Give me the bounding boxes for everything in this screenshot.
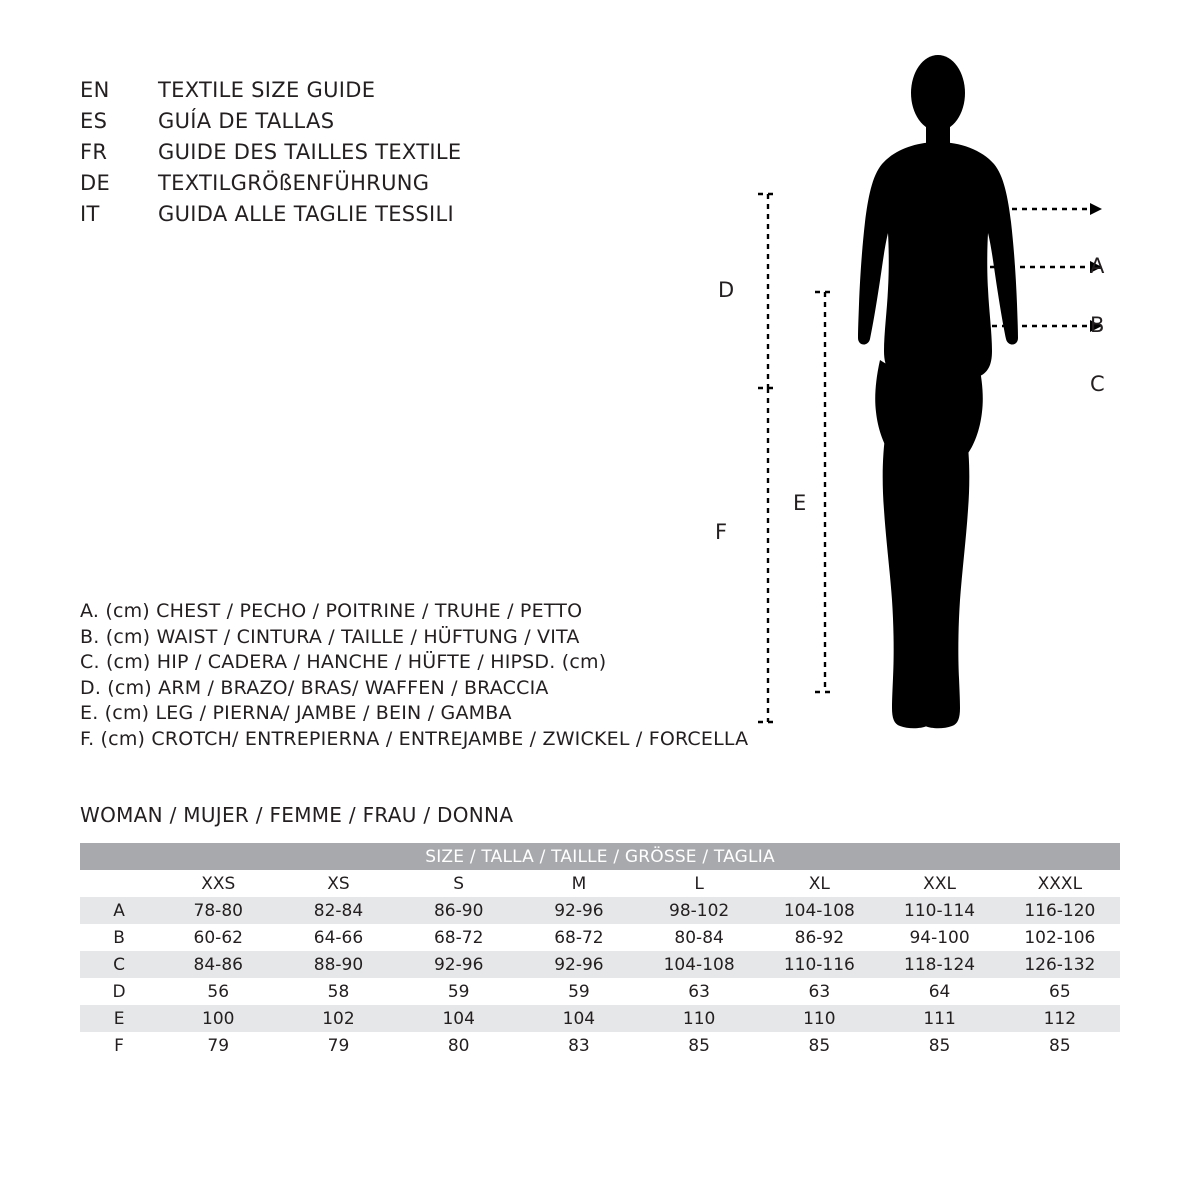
cell-f-xxs: 79 — [158, 1032, 278, 1059]
cell-f-xl: 85 — [759, 1032, 879, 1059]
row-label-d: D — [80, 978, 158, 1005]
title-text-es: GUÍA DE TALLAS — [158, 109, 335, 133]
cell-e-xl: 110 — [759, 1005, 879, 1032]
cell-a-xxxl: 116-120 — [1000, 897, 1120, 924]
cell-b-xs: 64-66 — [278, 924, 398, 951]
cell-b-m: 68-72 — [519, 924, 639, 951]
cell-c-s: 92-96 — [399, 951, 519, 978]
cell-f-m: 83 — [519, 1032, 639, 1059]
cell-d-s: 59 — [399, 978, 519, 1005]
cell-f-xs: 79 — [278, 1032, 398, 1059]
legend-line-f: F. (cm) CROTCH/ ENTREPIERNA / ENTREJAMBE / ZWICKEL / FORCELLA — [80, 727, 749, 750]
title-lang-en: EN — [80, 78, 110, 102]
table-row — [80, 978, 1120, 1005]
cell-d-xs: 58 — [278, 978, 398, 1005]
measure-label-e: E — [793, 491, 807, 515]
measurement-legend — [80, 600, 800, 753]
size-row-corner — [80, 870, 158, 897]
title-row-en — [80, 78, 700, 109]
cell-b-xxxl: 102-106 — [1000, 924, 1120, 951]
cell-c-xxxl: 126-132 — [1000, 951, 1120, 978]
size-col-l: L — [639, 870, 759, 897]
size-col-xxl: XXL — [879, 870, 999, 897]
legend-line-c: C. (cm) HIP / CADERA / HANCHE / HÜFTE / HIPSD. (cm) — [80, 651, 607, 673]
cell-d-l: 63 — [639, 978, 759, 1005]
size-col-xs: XS — [278, 870, 398, 897]
row-label-b: B — [80, 924, 158, 951]
cell-c-m: 92-96 — [519, 951, 639, 978]
table-row — [80, 1005, 1120, 1032]
size-col-xl: XL — [759, 870, 879, 897]
cell-c-l: 104-108 — [639, 951, 759, 978]
title-lang-it: IT — [80, 202, 100, 226]
cell-c-xxs: 84-86 — [158, 951, 278, 978]
cell-e-m: 104 — [519, 1005, 639, 1032]
title-row-es — [80, 109, 700, 140]
size-col-xxxl: XXXL — [1000, 870, 1120, 897]
cell-a-xs: 82-84 — [278, 897, 398, 924]
cell-b-xl: 86-92 — [759, 924, 879, 951]
measure-label-b: B — [1090, 313, 1105, 337]
measure-label-a: A — [1090, 254, 1105, 278]
cell-f-xxl: 85 — [879, 1032, 999, 1059]
legend-line-e: E. (cm) LEG / PIERNA/ JAMBE / BEIN / GAMBA — [80, 702, 512, 724]
size-table-wrapper — [80, 843, 1120, 1059]
cell-b-l: 80-84 — [639, 924, 759, 951]
cell-a-s: 86-90 — [399, 897, 519, 924]
title-row-it — [80, 202, 700, 233]
cell-a-m: 92-96 — [519, 897, 639, 924]
measure-label-f: F — [715, 520, 728, 544]
row-label-f: F — [80, 1032, 158, 1059]
size-table — [80, 843, 1120, 1059]
table-row — [80, 1032, 1120, 1059]
cell-d-xl: 63 — [759, 978, 879, 1005]
cell-d-xxl: 64 — [879, 978, 999, 1005]
cell-a-xl: 104-108 — [759, 897, 879, 924]
cell-f-xxxl: 85 — [1000, 1032, 1120, 1059]
cell-e-l: 110 — [639, 1005, 759, 1032]
cell-d-xxxl: 65 — [1000, 978, 1120, 1005]
title-lang-fr: FR — [80, 140, 108, 164]
cell-e-s: 104 — [399, 1005, 519, 1032]
group-label: WOMAN / MUJER / FEMME / FRAU / DONNA — [80, 803, 514, 827]
row-label-a: A — [80, 897, 158, 924]
title-text-it: GUIDA ALLE TAGLIE TESSILI — [158, 202, 455, 226]
cell-e-xxl: 111 — [879, 1005, 999, 1032]
cell-f-s: 80 — [399, 1032, 519, 1059]
title-row-de — [80, 171, 700, 202]
title-text-fr: GUIDE DES TAILLES TEXTILE — [158, 140, 462, 164]
size-col-xxs: XXS — [158, 870, 278, 897]
cell-c-xl: 110-116 — [759, 951, 879, 978]
title-row-fr — [80, 140, 700, 171]
cell-b-xxl: 94-100 — [879, 924, 999, 951]
female-silhouette-icon — [858, 55, 1018, 728]
table-row — [80, 924, 1120, 951]
title-text-en: TEXTILE SIZE GUIDE — [158, 78, 376, 102]
title-lang-de: DE — [80, 171, 111, 195]
cell-e-xs: 102 — [278, 1005, 398, 1032]
title-block — [80, 78, 700, 233]
cell-b-s: 68-72 — [399, 924, 519, 951]
cell-a-xxs: 78-80 — [158, 897, 278, 924]
cell-f-l: 85 — [639, 1032, 759, 1059]
cell-c-xxl: 118-124 — [879, 951, 999, 978]
cell-a-l: 98-102 — [639, 897, 759, 924]
title-lang-es: ES — [80, 109, 108, 133]
cell-e-xxxl: 112 — [1000, 1005, 1120, 1032]
row-label-c: C — [80, 951, 158, 978]
measure-label-c: C — [1090, 372, 1105, 396]
cell-c-xs: 88-90 — [278, 951, 398, 978]
cell-b-xxs: 60-62 — [158, 924, 278, 951]
cell-d-xxs: 56 — [158, 978, 278, 1005]
table-header-band — [80, 843, 1120, 870]
legend-line-b: B. (cm) WAIST / CINTURA / TAILLE / HÜFTUNG / VITA — [80, 625, 580, 648]
table-row — [80, 951, 1120, 978]
legend-line-d: D. (cm) ARM / BRAZO/ BRAS/ WAFFEN / BRACCIA — [80, 676, 549, 699]
title-text-de: TEXTILGRÖßENFÜHRUNG — [158, 171, 430, 195]
cell-e-xxs: 100 — [158, 1005, 278, 1032]
table-row — [80, 897, 1120, 924]
measure-label-d: D — [718, 278, 735, 302]
cell-a-xxl: 110-114 — [879, 897, 999, 924]
table-size-row — [80, 870, 1120, 897]
row-label-e: E — [80, 1005, 158, 1032]
size-col-s: S — [399, 870, 519, 897]
table-header-label: SIZE / TALLA / TAILLE / GRÖSSE / TAGLIA — [80, 843, 1120, 870]
legend-line-a: A. (cm) CHEST / PECHO / POITRINE / TRUHE / PETTO — [80, 600, 583, 622]
size-col-m: M — [519, 870, 639, 897]
cell-d-m: 59 — [519, 978, 639, 1005]
